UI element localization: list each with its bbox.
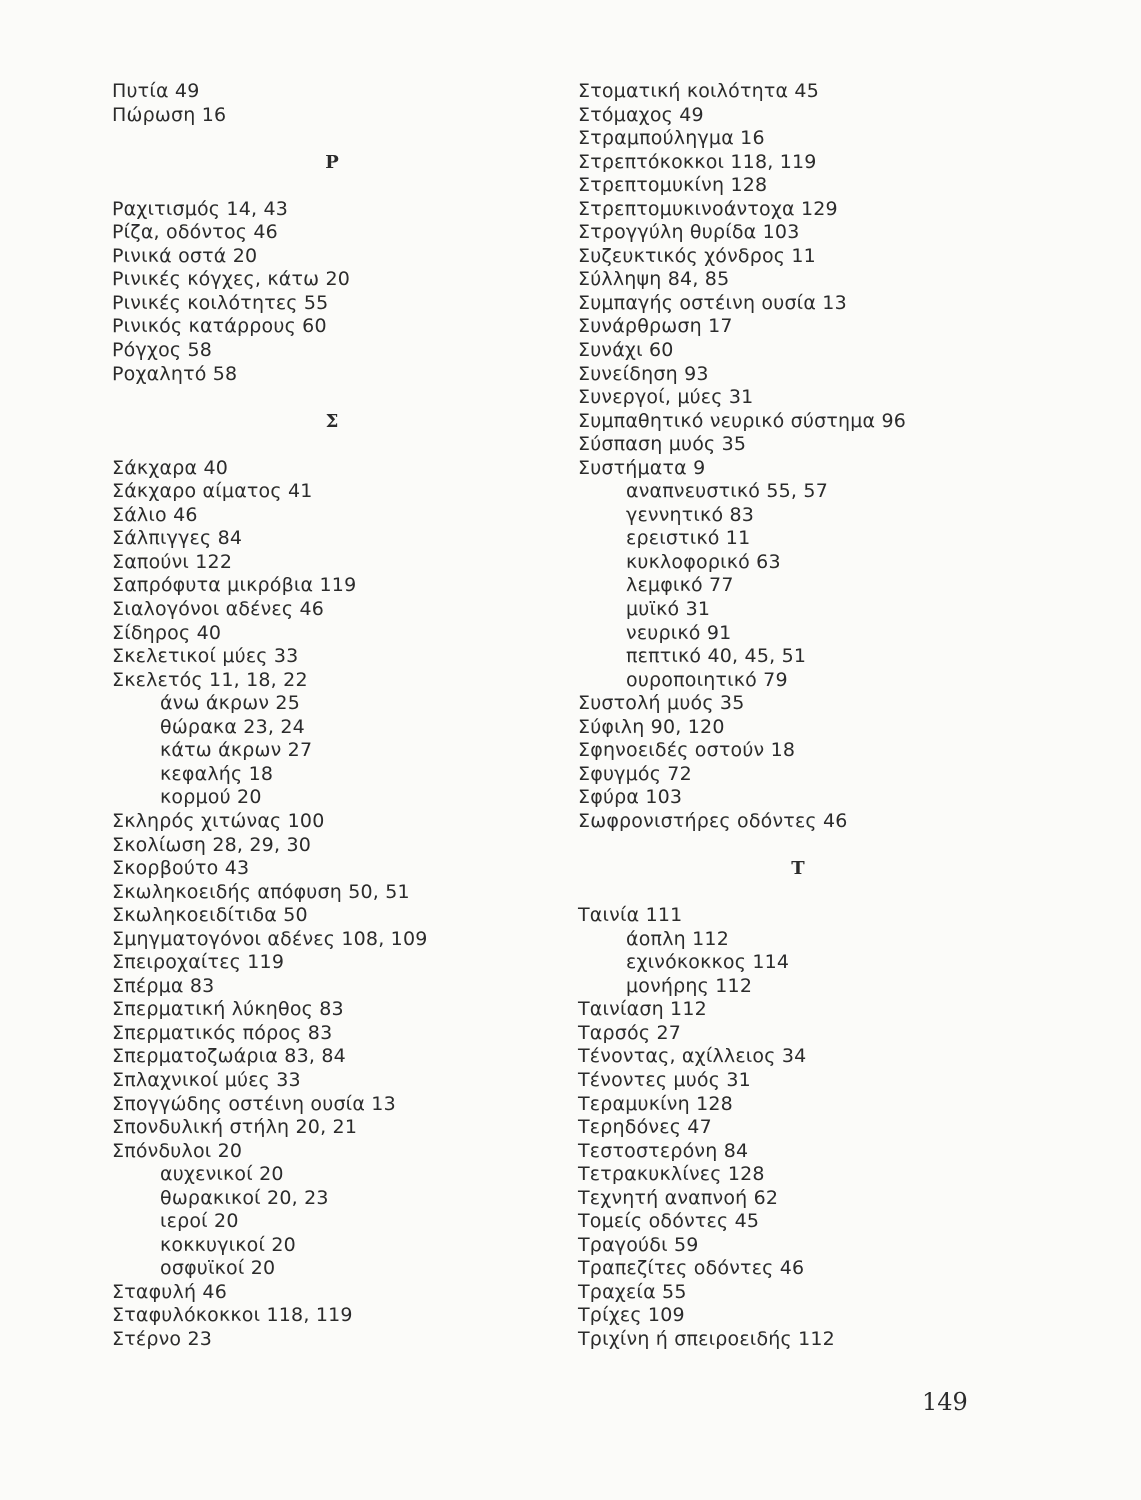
index-subentry: θώρακα 23, 24 — [160, 715, 305, 738]
index-entry: Πώρωση 16 — [112, 103, 227, 126]
index-subentry: πεπτικό 40, 45, 51 — [626, 645, 807, 668]
index-entry: Τομείς οδόντες 45 — [578, 1210, 760, 1233]
index-entry: Σταφυλόκοκκοι 118, 119 — [112, 1304, 353, 1327]
index-entry: Στρογγύλη θυρίδα 103 — [578, 221, 800, 244]
index-entry: Στρεπτομυκίνη 128 — [578, 174, 768, 197]
index-entry: Σπερματική λύκηθος 83 — [112, 998, 344, 1021]
index-entry: Ταινία 111 — [578, 904, 683, 927]
index-subentry: θωρακικοί 20, 23 — [160, 1186, 329, 1209]
index-entry: Σπλαχνικοί μύες 33 — [112, 1068, 301, 1091]
index-entry: Σπογγώδης οστέινη ουσία 13 — [112, 1092, 396, 1115]
index-entry: Τριχίνη ή σπειροειδής 112 — [578, 1327, 835, 1350]
spacer — [578, 881, 1018, 905]
index-entry: Σάκχαρα 40 — [112, 456, 229, 479]
index-entry: Συνάχι 60 — [578, 339, 674, 362]
index-entry: Σύλληψη 84, 85 — [578, 268, 730, 291]
index-subentry: εχινόκοκκος 114 — [626, 951, 790, 974]
index-entry: Σταφυλή 46 — [112, 1280, 227, 1303]
index-entry: Τεραμυκίνη 128 — [578, 1092, 733, 1115]
spacer — [112, 127, 552, 151]
index-subentry: νευρικό 91 — [626, 621, 732, 644]
index-entry: Συνεργοί, μύες 31 — [578, 386, 754, 409]
spacer — [112, 386, 552, 410]
index-subentry: μυϊκό 31 — [626, 598, 711, 621]
index-entry: Συνείδηση 93 — [578, 362, 709, 385]
index-subentry: κοκκυγικοί 20 — [160, 1233, 296, 1256]
section-letter-heading: Σ — [325, 410, 339, 432]
index-entry: Σπερματικός πόρος 83 — [112, 1021, 333, 1044]
index-entry: Τρίχες 109 — [578, 1304, 685, 1327]
index-entry: Τραπεζίτες οδόντες 46 — [578, 1257, 805, 1280]
index-entry: Σπειροχαίτες 119 — [112, 951, 285, 974]
index-entry: Σφηνοειδές οστούν 18 — [578, 739, 796, 762]
index-subentry: γεννητικό 83 — [626, 503, 755, 526]
index-entry: Ροχαλητό 58 — [112, 362, 238, 385]
index-entry: Σκελετικοί μύες 33 — [112, 645, 299, 668]
index-entry: Σύσπαση μυός 35 — [578, 433, 747, 456]
index-entry: Σωφρονιστήρες οδόντες 46 — [578, 809, 848, 832]
index-entry: Σφυγμός 72 — [578, 762, 692, 785]
index-entry: Συνάρθρωση 17 — [578, 315, 733, 338]
index-entry: Σκορβούτο 43 — [112, 857, 250, 880]
index-subentry: κάτω άκρων 27 — [160, 739, 313, 762]
index-entry: Συμπαθητικό νευρικό σύστημα 96 — [578, 409, 907, 432]
index-entry: Συστήματα 9 — [578, 456, 706, 479]
index-subentry: ουροποιητικό 79 — [626, 668, 788, 691]
index-entry: Ρίζα, οδόντος 46 — [112, 221, 278, 244]
index-entry: Σκωληκοειδής απόφυση 50, 51 — [112, 880, 410, 903]
index-entry: Σκελετός 11, 18, 22 — [112, 668, 308, 691]
index-entry: Σμηγματογόνοι αδένες 108, 109 — [112, 927, 428, 950]
index-entry: Ρινικές κόγχες, κάτω 20 — [112, 268, 351, 291]
index-entry: Τερηδόνες 47 — [578, 1116, 712, 1139]
index-subentry: ιεροί 20 — [160, 1210, 239, 1233]
index-entry: Συζευκτικός χόνδρος 11 — [578, 244, 816, 267]
index-entry: Στρεπτόκοκκοι 118, 119 — [578, 150, 817, 173]
page-number: 149 — [922, 1388, 968, 1416]
index-entry: Ρινικά οστά 20 — [112, 244, 258, 267]
index-entry: Τένοντας, αχίλλειος 34 — [578, 1045, 807, 1068]
index-entry: Σκληρός χιτώνας 100 — [112, 809, 325, 832]
index-entry: Τραχεία 55 — [578, 1280, 687, 1303]
index-subentry: αυχενικοί 20 — [160, 1163, 284, 1186]
index-entry: Τεστοστερόνη 84 — [578, 1139, 749, 1162]
index-entry: Τετρακυκλίνες 128 — [578, 1163, 765, 1186]
index-entry: Σφύρα 103 — [578, 786, 683, 809]
index-entry: Στοματική κοιλότητα 45 — [578, 80, 820, 102]
index-entry: Στραμπούληγμα 16 — [578, 127, 765, 150]
index-subentry: κυκλοφορικό 63 — [626, 550, 781, 573]
index-entry: Σπέρμα 83 — [112, 974, 215, 997]
index-subentry: άνω άκρων 25 — [160, 692, 301, 715]
index-subentry: οσφυϊκοί 20 — [160, 1257, 276, 1280]
index-entry: Σκωληκοειδίτιδα 50 — [112, 904, 308, 927]
index-entry: Σαπρόφυτα μικρόβια 119 — [112, 574, 357, 597]
index-subentry: κορμού 20 — [160, 786, 262, 809]
index-subentry: κεφαλής 18 — [160, 762, 274, 785]
index-entry: Σαπούνι 122 — [112, 550, 233, 573]
index-entry: Ταρσός 27 — [578, 1021, 682, 1044]
index-entry: Τένοντες μυός 31 — [578, 1068, 751, 1091]
index-entry: Σπόνδυλοι 20 — [112, 1139, 243, 1162]
spacer — [578, 834, 1018, 858]
index-subentry: μονήρης 112 — [626, 974, 753, 997]
index-entry: Ταινίαση 112 — [578, 998, 707, 1021]
index-entry: Σάλιο 46 — [112, 503, 198, 526]
index-entry: Σύφιλη 90, 120 — [578, 715, 725, 738]
index-subentry: άοπλη 112 — [626, 927, 729, 950]
index-subentry: λεμφικό 77 — [626, 574, 734, 597]
index-subentry: ερειστικό 11 — [626, 527, 751, 550]
index-entry: Σπερματοζωάρια 83, 84 — [112, 1045, 346, 1068]
index-entry: Πυτία 49 — [112, 80, 200, 102]
index-entry: Συστολή μυός 35 — [578, 692, 745, 715]
index-entry: Τραγούδι 59 — [578, 1233, 699, 1256]
index-entry: Ραχιτισμός 14, 43 — [112, 197, 289, 220]
index-entry: Σάλπιγγες 84 — [112, 527, 243, 550]
index-entry: Ρόγχος 58 — [112, 339, 213, 362]
index-entry: Σίδηρος 40 — [112, 621, 222, 644]
index-column-left — [112, 80, 552, 1352]
index-entry: Ρινικός κατάρρους 60 — [112, 315, 327, 338]
index-entry: Στέρνο 23 — [112, 1327, 213, 1350]
index-entry: Σκολίωση 28, 29, 30 — [112, 833, 312, 856]
index-entry: Στόμαχος 49 — [578, 103, 704, 126]
index-entry: Στρεπτομυκινοάντοχα 129 — [578, 197, 838, 220]
section-letter-heading: Τ — [791, 858, 805, 880]
section-letter-heading: Ρ — [325, 151, 339, 173]
spacer — [112, 433, 552, 457]
spacer — [112, 174, 552, 198]
index-entry: Σάκχαρο αίματος 41 — [112, 480, 313, 503]
index-column-right — [578, 80, 1018, 1352]
index-entry: Τεχνητή αναπνοή 62 — [578, 1186, 779, 1209]
index-subentry: αναπνευστικό 55, 57 — [626, 480, 828, 503]
index-entry: Συμπαγής οστέινη ουσία 13 — [578, 291, 847, 314]
index-entry: Ρινικές κοιλότητες 55 — [112, 291, 329, 314]
index-entry: Σιαλογόνοι αδένες 46 — [112, 598, 325, 621]
index-entry: Σπονδυλική στήλη 20, 21 — [112, 1116, 358, 1139]
